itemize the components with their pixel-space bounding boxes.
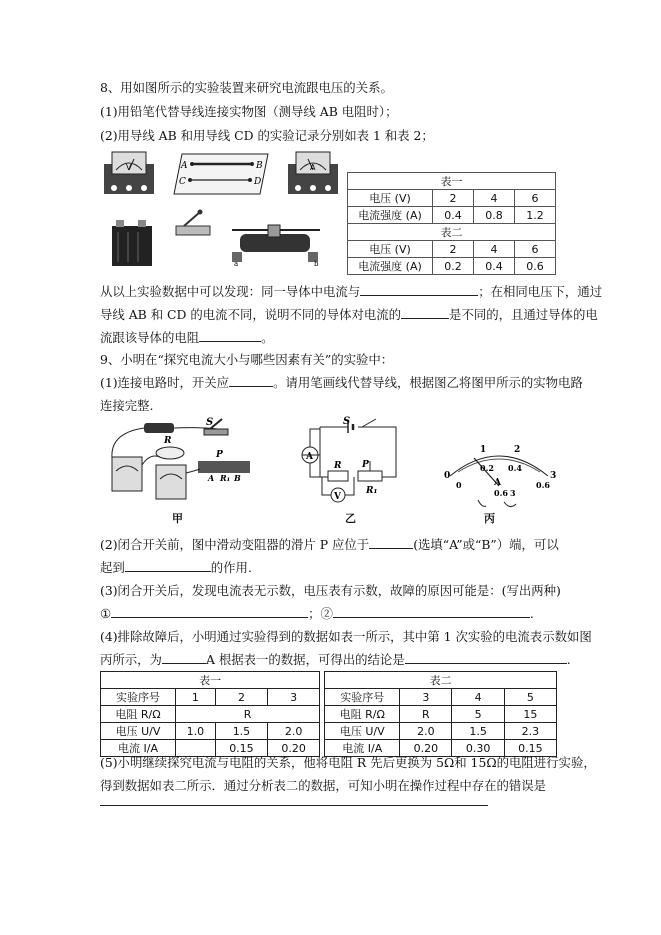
q9-t2-cell: 4 [452,689,504,706]
q9-t1-cell [176,740,216,757]
label-p: P [216,450,223,460]
q8-t2-cell: 0.2 [433,258,474,275]
answer-blank[interactable] [100,805,488,806]
svg-text:b: b [314,260,319,268]
board-label-b: B [256,161,263,171]
answer-blank[interactable] [401,307,449,319]
q8-table1-title: 表一 [348,173,556,190]
terminal-0.6: 0.6 [494,488,508,498]
q9-t2-cell: 2.0 [400,723,452,740]
answer-blank[interactable] [229,375,273,387]
q9-t2-cell: 5 [504,689,556,706]
q9-part2 [100,537,559,552]
q9-t1-cell: 0.20 [268,740,320,757]
q9-seq-header: 实验序号 [325,689,400,706]
q8-t2-cell: 4 [474,241,515,258]
scale-1: 1 [480,445,487,455]
q8-t1-cell: 4 [474,190,515,207]
q8-t1-cell: 6 [515,190,556,207]
answer-blank[interactable] [199,330,261,342]
scale-0.4: 0.4 [508,463,522,473]
figure-caption-jia: 甲 [172,512,183,525]
q9-text: A 根据表一的数据，可得出的结论是 [205,652,405,667]
q9-text: . [529,606,534,621]
wire-board-image [172,150,272,196]
label-s: S [206,417,214,428]
board-label-a: A [181,161,188,171]
q9-i-header: 电流 I/A [325,740,400,757]
scale-0.2: 0.2 [480,463,494,473]
q8-conclusion-line3 [100,330,274,345]
q8-text: 导线 AB 和 CD 的电流不同，说明不同的导体对电流的 [100,307,402,322]
q9-part1-cont: 连接完整. [100,398,154,413]
q9-part5: (5)小明继续探究电流与电阻的关系，他将电阻 R 先后更换为 5Ω和 15Ω的电阻进行实验， [100,755,596,770]
q9-t2-cell: 0.15 [504,740,556,757]
scale-0-lower: 0 [456,480,462,490]
q8-data-table [347,172,556,275]
q9-t1-cell: 1 [176,689,216,706]
q9-t1-cell: 1.5 [215,723,267,740]
voltmeter-label: V [126,163,132,172]
q9-t2-cell: 5 [452,706,504,723]
battery-image [108,218,158,270]
q8-t2-cell: 0.6 [515,258,556,275]
answer-blank[interactable] [111,606,308,618]
q9-t1-cell: R [176,706,320,723]
q9-part2-cont [100,560,252,575]
label-s: S [343,416,351,427]
q8-conclusion-line1 [100,284,602,299]
dial-label-a: A [494,478,501,488]
q8-part1: (1)用铅笔代替导线连接实物图（测导线 AB 电阻时）； [100,104,398,119]
q8-t2-current-header: 电流强度 (A) [348,258,433,275]
label-a: A [208,473,215,483]
label-r1: R₁ [366,486,378,496]
q9-t2-cell: 0.20 [400,740,452,757]
q8-t1-voltage-header: 电压 (V) [348,190,433,207]
figure-bing-ammeter-dial [438,440,560,510]
q9-u-header: 电压 U/V [325,723,400,740]
q9-part3-blanks [100,606,534,621]
q8-t1-current-header: 电流强度 (A) [348,207,433,224]
q9-t2-cell: R [400,706,452,723]
q9-t2-cell: 15 [504,706,556,723]
label-r1: R₁ [220,473,231,483]
q8-t1-cell: 2 [433,190,474,207]
q9-text: 起到 [100,560,125,575]
q9-part4: (4)排除故障后，小明通过实验得到的数据如表一所示，其中第 1 次实验的电流表示数如图 [100,629,592,644]
q8-t1-cell: 1.2 [515,207,556,224]
q8-part2: (2)用导线 AB 和用导线 CD 的实验记录分别如表 1 和表 2； [100,128,434,143]
q9-table1-title: 表一 [101,672,320,689]
q9-t1-cell: 3 [268,689,320,706]
q9-text: . [566,652,571,667]
switch-image [174,208,214,238]
label-v: V [334,492,341,502]
ammeter-image [156,465,186,499]
svg-text:a: a [234,260,239,268]
q8-t2-cell: 6 [515,241,556,258]
q9-seq-header: 实验序号 [101,689,176,706]
scale-0.6: 0.6 [536,480,550,490]
q9-t2-cell: 0.30 [452,740,504,757]
terminal-3: 3 [510,488,516,498]
scale-0: 0 [444,471,451,481]
board-label-d: D [254,177,262,187]
q9-r-header: 电阻 R/Ω [101,706,176,723]
answer-blank[interactable] [369,537,413,549]
voltmeter-image [112,457,142,491]
ammeter-label: A [310,163,316,172]
label-p: P [362,460,369,470]
q9-r-header: 电阻 R/Ω [325,706,400,723]
q9-text: ① [100,606,112,621]
q9-t2-cell: 2.3 [504,723,556,740]
answer-blank[interactable] [360,284,478,296]
scale-3: 3 [550,471,557,481]
q8-conclusion-line2 [100,307,598,322]
q8-text: ；在相同电压下，通过 [478,284,603,299]
figure-jia-real-circuit [100,413,260,508]
q9-t2-cell: 1.5 [452,723,504,740]
label-r: R [334,461,342,471]
q9-text: 丙所示，为 [100,652,162,667]
q8-text: 流跟该导体的电阻 [100,330,200,345]
figure-caption-bing: 丙 [484,512,495,525]
q9-text: (2)闭合开关前，图中滑动变阻器的滑片 P 应位于 [100,537,370,552]
answer-blank[interactable] [162,652,206,664]
q9-table2-title: 表二 [325,672,557,689]
q8-text: 从以上实验数据中可以发现：同一导体中电流与 [100,284,361,299]
q9-t1-cell: 0.15 [215,740,267,757]
figure-caption-yi: 乙 [345,512,356,525]
answer-blank[interactable] [405,652,567,664]
q9-u-header: 电压 U/V [101,723,176,740]
q9-t1-cell: 2 [215,689,267,706]
q9-part5-cont: 得到数据如表二所示．通过分析表二的数据，可知小明在操作过程中存在的错误是 [100,778,547,793]
q9-part3: (3)闭合开关后，发现电流表无示数，电压表有示数，故障的原因可能是：(写出两种) [100,583,561,598]
q9-i-header: 电流 I/A [101,740,176,757]
q8-t1-cell: 0.4 [433,207,474,224]
scale-2: 2 [514,445,521,455]
q9-part4-cont [100,652,571,667]
q9-text: ；② [308,606,333,621]
q8-t2-cell: 0.4 [474,258,515,275]
q8-text: 是不同的，且通过导体的电 [449,307,598,322]
q9-t1-cell: 1.0 [176,723,216,740]
figure-yi-circuit-diagram [296,415,411,507]
label-r: R [164,436,172,446]
q8-t2-cell: 2 [433,241,474,258]
q9-text: 的作用. [210,560,252,575]
answer-blank[interactable] [333,606,530,618]
q9-part1 [100,375,583,390]
q9-t1-cell: 2.0 [268,723,320,740]
ammeter-image [284,150,344,202]
label-b: B [234,473,241,483]
q8-t1-cell: 0.8 [474,207,515,224]
rheostat-image [228,222,328,268]
board-label-c: C [179,177,186,187]
q9-text: (选填“A”或“B”）端，可以 [413,537,559,552]
q8-t2-voltage-header: 电压 (V) [348,241,433,258]
q8-text: 。 [261,330,274,345]
q9-text: 。请用笔画线代替导线，根据图乙将图甲所示的实物电路 [273,375,583,390]
label-a: A [306,452,313,462]
q9-text: (1)连接电路时，开关应 [100,375,230,390]
q8-table2-title: 表二 [348,224,556,241]
answer-blank[interactable] [125,560,211,572]
q9-t2-cell: 3 [400,689,452,706]
q8-stem: 8、用如图所示的实验装置来研究电流跟电压的关系。 [100,80,393,95]
q9-stem: 9、小明在“探究电流大小与哪些因素有关”的实验中： [100,352,394,367]
q9-data-table [100,671,557,757]
